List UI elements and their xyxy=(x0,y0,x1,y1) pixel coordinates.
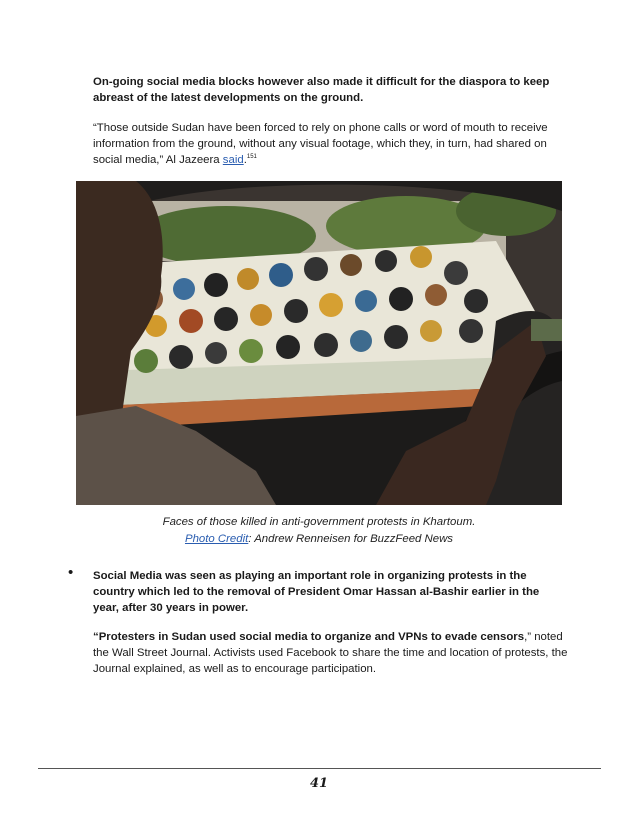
quote-after: . xyxy=(243,154,247,166)
wsj-paragraph xyxy=(93,629,568,677)
quote-paragraph xyxy=(93,120,568,168)
said-link[interactable]: said xyxy=(222,154,244,166)
protest-mural-photo xyxy=(76,181,562,505)
photo-credit xyxy=(76,531,562,548)
wsj-quote: “Protesters in Sudan used social media to organize and VPNs to evade censors xyxy=(93,631,525,643)
quote-text: “Those outside Sudan have been forced to rely on phone calls or word of mouth to receive information from the ground, without any visual footage, which they, in turn, had shared on social media,” Al Jazeera xyxy=(93,122,548,166)
photo-credit-text: : Andrew Renneisen for BuzzFeed News xyxy=(248,533,454,545)
bullet-paragraph: Social Media was seen as playing an important role in organizing protests in the country which led to the removal of President Omar Hassan al-Bashir earlier in the year, after 30 years in power. xyxy=(93,570,540,614)
footnote-ref[interactable]: 151 xyxy=(246,154,257,161)
photo-illustration xyxy=(76,181,562,505)
photo-credit-link[interactable]: Photo Credit xyxy=(184,533,249,545)
intro-paragraph: On-going social media blocks however also made it difficult for the diaspora to keep abreast of the latest developments on the ground. xyxy=(93,76,550,104)
bullet-marker: • xyxy=(68,564,74,581)
page-number: 41 xyxy=(309,776,329,791)
photo-caption: Faces of those killed in anti-government protests in Khartoum. xyxy=(162,516,476,528)
footer-divider xyxy=(38,768,601,769)
wsj-rest: ,” noted the Wall Street Journal. Activists used Facebook to share the time and location of protests, the Journal explained, as well as to encourage participation. xyxy=(93,631,568,675)
